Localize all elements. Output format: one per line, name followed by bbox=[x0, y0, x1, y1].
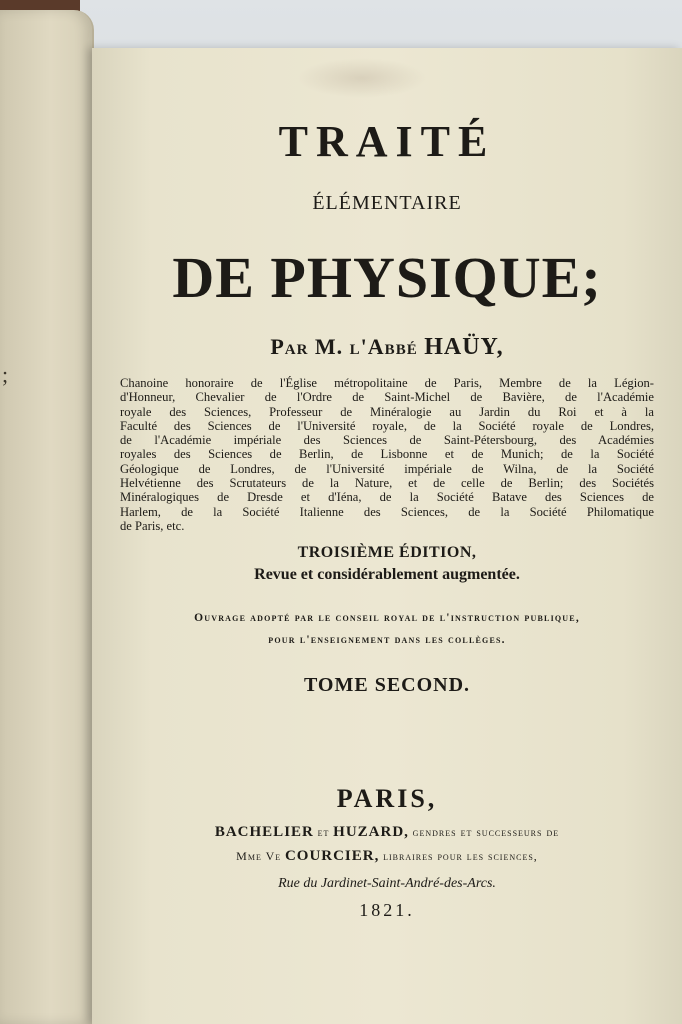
author-titles-line: Minéralogiques de Dresde et d'Iéna, de la Société Batave des Sciences de bbox=[120, 490, 654, 505]
publisher-3: COURCIER, bbox=[284, 848, 380, 864]
faded-stamp bbox=[297, 58, 427, 98]
author-titles-line: de Paris, etc. bbox=[120, 518, 185, 533]
publisher-role-2: libraires pour les sciences, bbox=[383, 849, 538, 863]
publisher-1: BACHELIER bbox=[214, 824, 314, 840]
imprint-courcier-line bbox=[92, 848, 682, 865]
edition-line-1: TROISIÈME ÉDITION, bbox=[297, 544, 477, 561]
imprint-year: 1821. bbox=[359, 900, 415, 920]
adoption-line-1: Ouvrage adopté par le conseil royal de l'instruction publique, bbox=[194, 612, 580, 624]
title-line-3: DE PHYSIQUE; bbox=[172, 245, 602, 310]
title-page bbox=[92, 48, 682, 1024]
title-line-1: TRAITÉ bbox=[278, 117, 496, 166]
imprint-publishers-line bbox=[92, 824, 682, 841]
author-titles-line: d'Honneur, Chevalier de l'Ordre de Saint-Michel de Bavière, de l'Académie bbox=[120, 390, 654, 405]
author-titles-line: Helvétienne des Scrutateurs de la Nature, et de celle de Berlin; des Sociétés bbox=[120, 476, 654, 491]
author-titles-line: de l'Académie impériale des Sciences de Saint-Pétersbourg, des Académies bbox=[120, 433, 654, 448]
publisher-role-1: gendres et successeurs de bbox=[412, 825, 560, 839]
imprint-city: PARIS, bbox=[336, 784, 438, 813]
author-prefix: Par M. l'Abbé bbox=[270, 334, 418, 359]
volume-label: TOME SECOND. bbox=[303, 674, 471, 696]
imprint-street: Rue du Jardinet-Saint-André-des-Arcs. bbox=[278, 876, 496, 891]
left-page-edge bbox=[0, 10, 94, 1024]
author-titles bbox=[120, 376, 654, 533]
title-line-2: ÉLÉMENTAIRE bbox=[312, 192, 462, 214]
author-titles-line: royale des Sciences, Professeur de Minéralogie au Jardin du Roi et à la bbox=[120, 404, 654, 419]
author-line bbox=[92, 334, 682, 361]
author-titles-line: royales des Sciences de Berlin, de Lisbonne et de Munich; de la Société bbox=[120, 447, 654, 462]
author-titles-line: Faculté des Sciences de l'Université royale, de la Société royale de Londres, bbox=[120, 418, 654, 433]
author-titles-line: Chanoine honoraire de l'Église métropolitaine de Paris, Membre de la Légion- bbox=[120, 376, 654, 390]
author-titles-line: Géologique de Londres, de l'Université impériale de Wilna, de la Société bbox=[120, 461, 654, 476]
publisher-2: HUZARD, bbox=[333, 824, 409, 840]
publisher-mme: Mme Ve bbox=[236, 849, 282, 863]
edition-line-2: Revue et considérablement augmentée. bbox=[254, 566, 520, 583]
adoption-line-2: pour l'enseignement dans les collèges. bbox=[268, 634, 506, 646]
author-titles-line: Harlem, de la Société Italienne des Sciences, de la Société Philomatique bbox=[120, 504, 654, 519]
left-page-mark: ; bbox=[2, 362, 9, 387]
author-name: HAÜY, bbox=[424, 334, 504, 360]
publisher-conj: et bbox=[317, 825, 330, 839]
